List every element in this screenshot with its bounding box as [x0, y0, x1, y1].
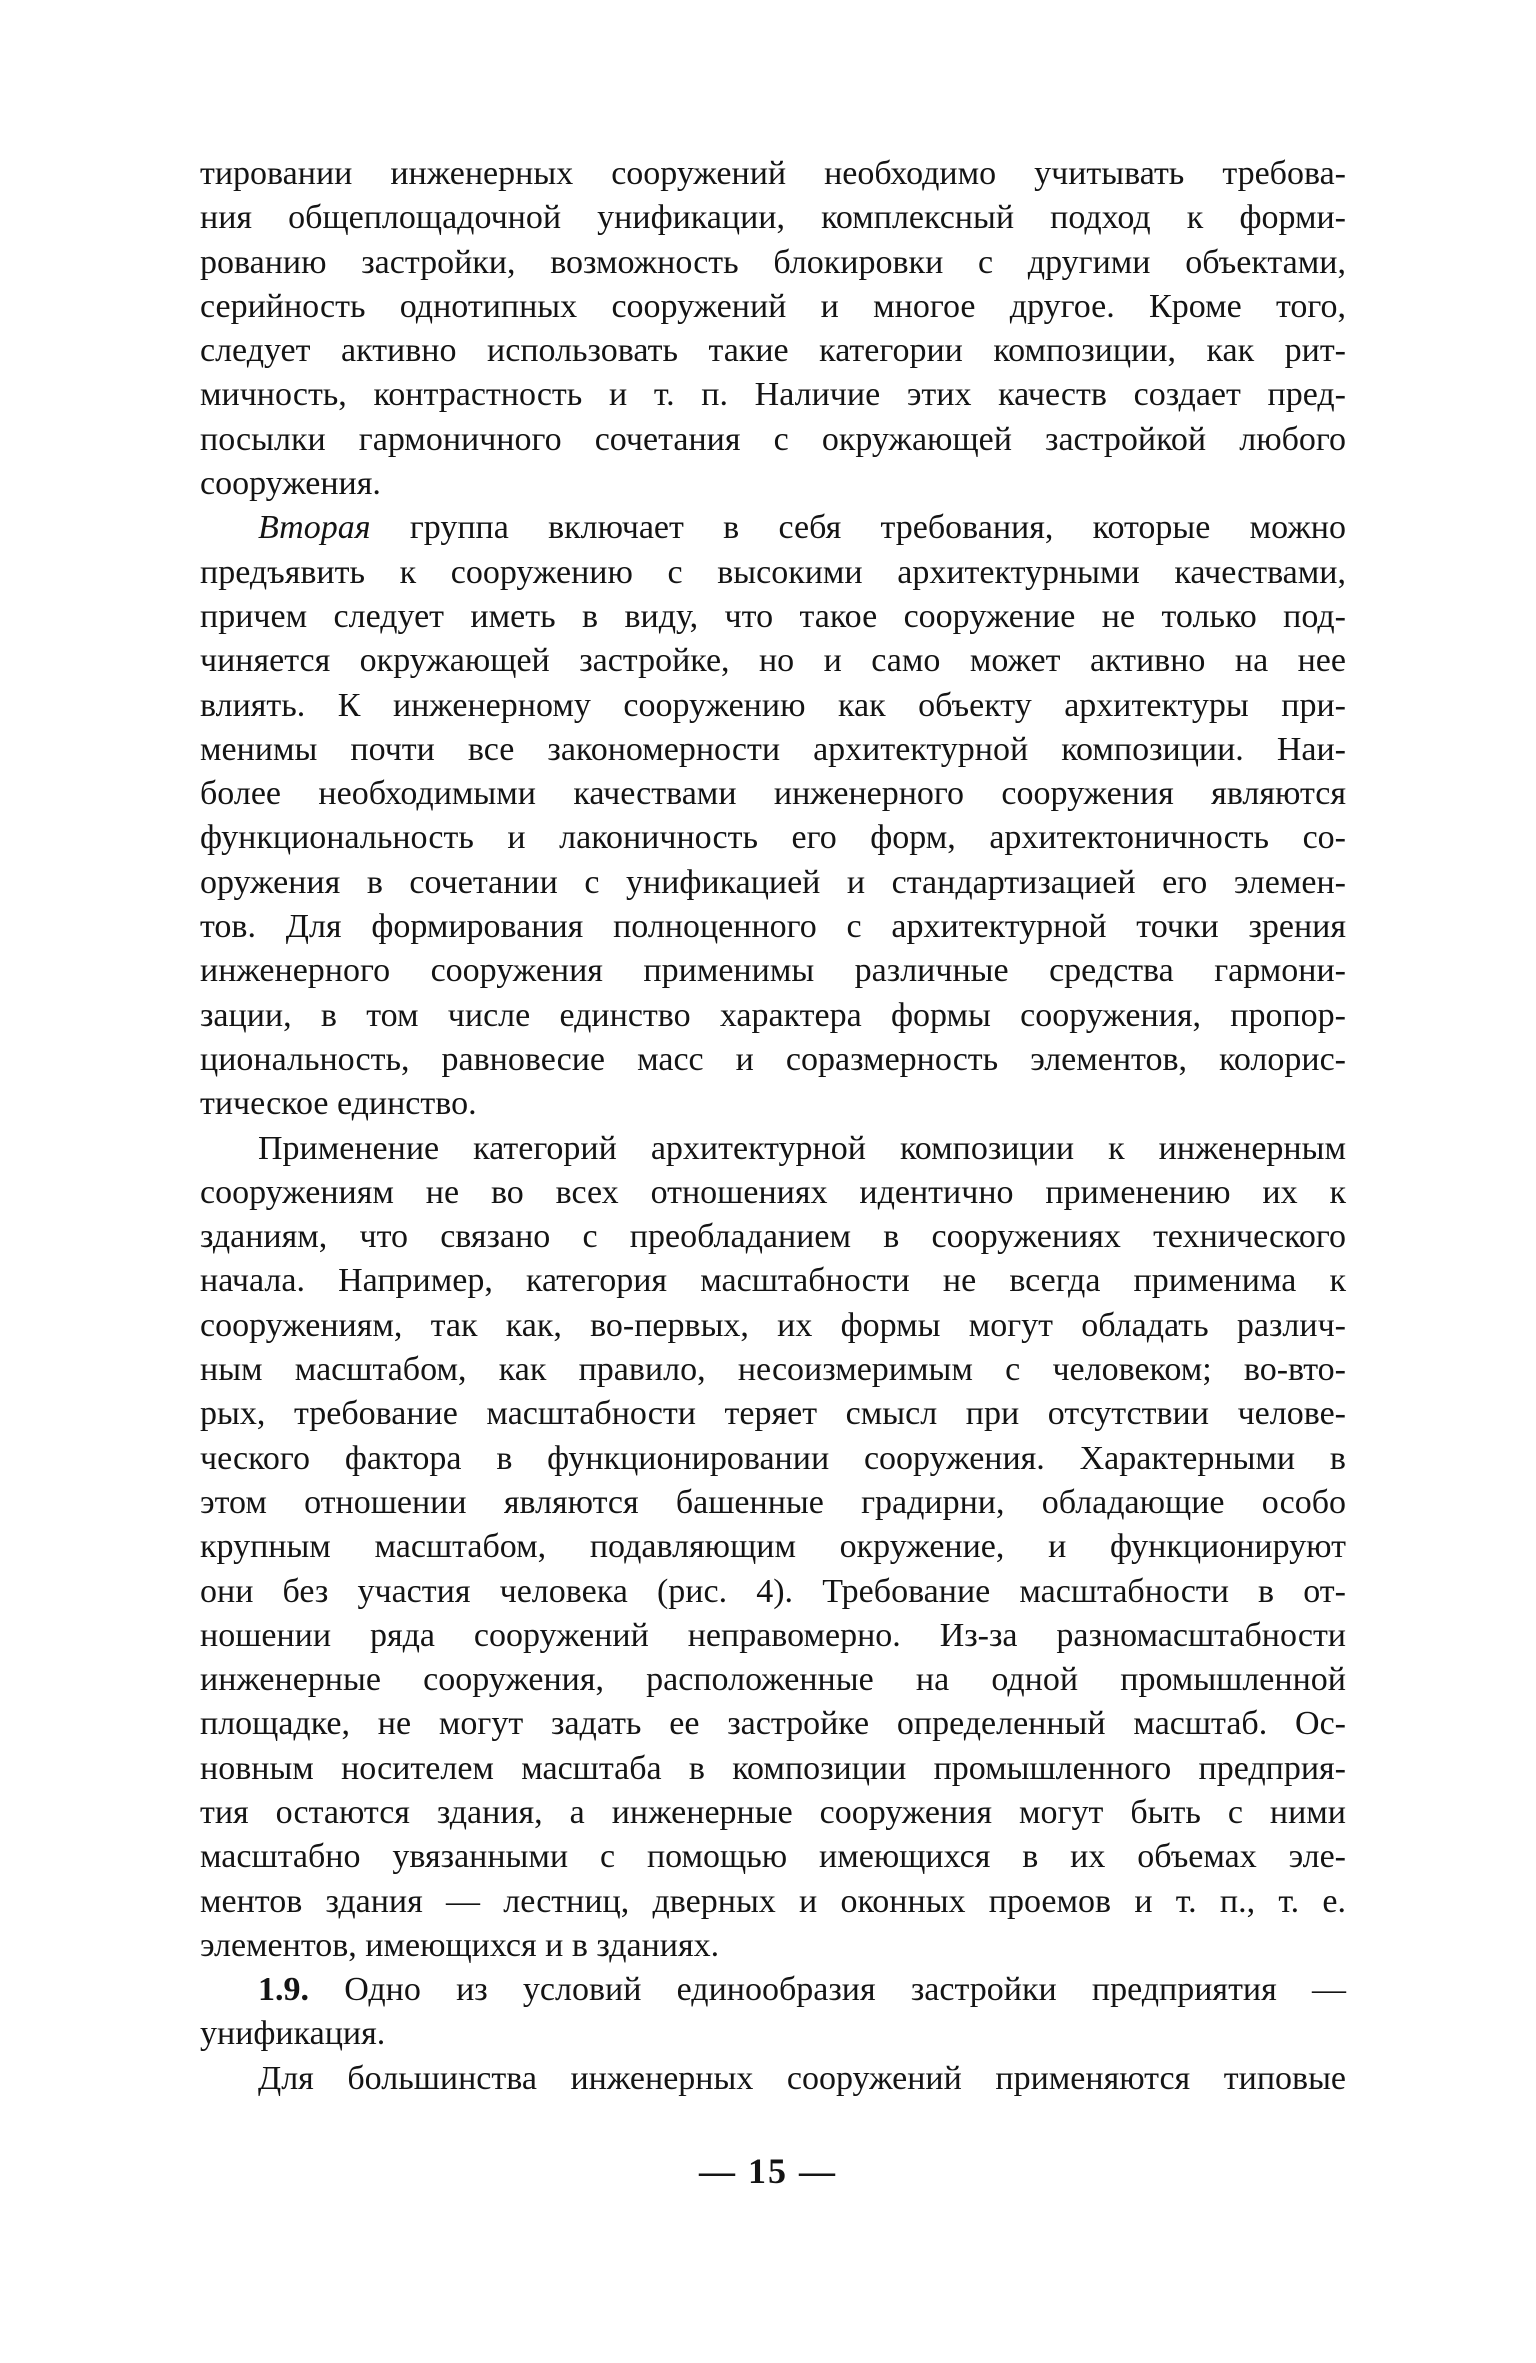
- text-line: ческого фактора в функционировании сооружения. Характерными в: [200, 1439, 1346, 1477]
- text-line: ния общеплощадочной унификации, комплексный подход к форми-: [200, 199, 1346, 237]
- text-line: сооружениям, так как, во-первых, их формы могут обладать различ-: [200, 1306, 1346, 1344]
- text-line: тировании инженерных сооружений необходимо учитывать требова-: [200, 155, 1346, 192]
- text-line: новным носителем масштаба в композиции промышленного предприя-: [200, 1749, 1346, 1787]
- text-line: менимы почти все закономерности архитектурной композиции. Наи-: [200, 730, 1346, 768]
- text-line: сооружениям не во всех отношениях идентично применению их к: [200, 1173, 1346, 1211]
- text-line: элементов, имеющихся и в зданиях.: [200, 1926, 720, 1964]
- text-line: рованию застройки, возможность блокировки с другими объектами,: [200, 243, 1346, 281]
- text-line: серийность однотипных сооружений и многое другое. Кроме того,: [200, 287, 1346, 325]
- text-line: зации, в том числе единство характера формы сооружения, пропор-: [200, 996, 1346, 1034]
- text-line: оружения в сочетании с унификацией и стандартизацией его элемен-: [200, 863, 1346, 901]
- text-line: посылки гармоничного сочетания с окружающей застройкой любого: [200, 420, 1346, 458]
- paragraph-start-line: [200, 506, 1346, 550]
- text-line: тов. Для формирования полноценного с архитектурной точки зрения: [200, 908, 1346, 946]
- text-line: зданиям, что связано с преобладанием в сооружениях технического: [200, 1218, 1346, 1256]
- text-line: ным масштабом, как правило, несоизмеримым с человеком; во-вто-: [200, 1351, 1346, 1389]
- text-line: рых, требование масштабности теряет смысл при отсутствии челове-: [200, 1395, 1346, 1433]
- section-number: 1.9.: [258, 1971, 309, 2009]
- text-line: крупным масштабом, подавляющим окружение, и функционируют: [200, 1528, 1346, 1566]
- paragraph-start-line: Для большинства инженерных сооружений применяются типовые: [258, 2059, 1346, 2097]
- text-line: более необходимыми качествами инженерного сооружения являются: [200, 775, 1346, 813]
- text-line: сооружения.: [200, 465, 381, 503]
- text-line: предъявить к сооружению с высокими архитектурными качествами,: [200, 553, 1346, 591]
- text-line: тическое единство.: [200, 1085, 477, 1123]
- text-line: инженерные сооружения, расположенные на одной промышленной: [200, 1661, 1346, 1699]
- text-line: чиняется окружающей застройке, но и само может активно на нее: [200, 642, 1346, 680]
- text-line: мичность, контрастность и т. п. Наличие этих качеств создает пред-: [200, 376, 1346, 414]
- text-line: они без участия человека (рис. 4). Требование масштабности в от-: [200, 1572, 1346, 1610]
- text-line: площадке, не могут задать ее застройке определенный масштаб. Ос-: [200, 1705, 1346, 1743]
- text-line: тия остаются здания, а инженерные сооружения могут быть с ними: [200, 1793, 1346, 1831]
- text-line: причем следует иметь в виду, что такое сооружение не только под-: [200, 597, 1346, 635]
- text-line: функциональность и лаконичность его форм, архитектоничность со-: [200, 819, 1346, 857]
- paragraph-start-line: Применение категорий архитектурной композиции к инженерным: [258, 1129, 1346, 1167]
- body-text: [200, 152, 1346, 2101]
- text-line: этом отношении являются башенные градирни, обладающие особо: [200, 1483, 1346, 1521]
- text-line: следует активно использовать такие категории композиции, как рит-: [200, 332, 1346, 370]
- line-rest: Одно из условий единообразия застройки предприятия —: [309, 1971, 1346, 2009]
- line-rest: группа включает в себя требования, которые можно: [370, 509, 1346, 547]
- text-line: ношении ряда сооружений неправомерно. Из-за разномасштабности: [200, 1616, 1346, 1654]
- section-heading-line: [200, 1968, 1346, 2012]
- text-line: влиять. К инженерному сооружению как объекту архитектуры при-: [200, 686, 1346, 724]
- text-line: циональность, равновесие масс и соразмерность элементов, колорис-: [200, 1040, 1346, 1078]
- text-line: ментов здания — лестниц, дверных и оконных проемов и т. п., т. е.: [200, 1882, 1346, 1920]
- italic-lead-word: Вторая: [258, 509, 371, 547]
- text-line: масштабно увязанными с помощью имеющихся в их объемах эле-: [200, 1838, 1346, 1876]
- text-line: унификация.: [200, 2015, 386, 2053]
- text-line: начала. Например, категория масштабности не всегда применима к: [200, 1262, 1346, 1300]
- page-number: — 15 —: [699, 2151, 837, 2191]
- text-line: инженерного сооружения применимы различные средства гармони-: [200, 952, 1346, 990]
